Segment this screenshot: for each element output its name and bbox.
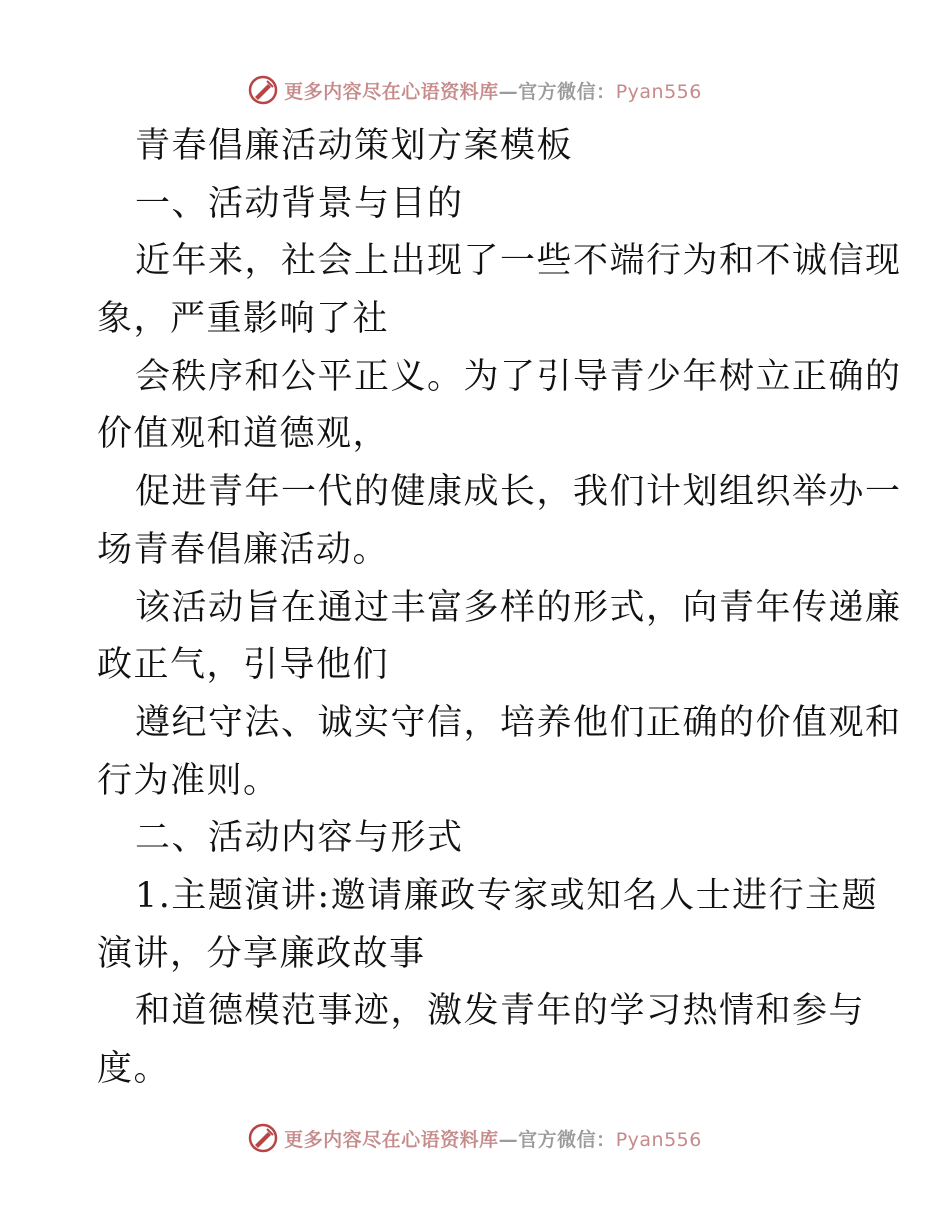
banner-wechat-label: 官方微信： (518, 80, 616, 103)
text-line: 近年来，社会上出现了一些不端行为和不诚信现 (135, 241, 902, 282)
text-line: 度。 (97, 1049, 171, 1089)
text-line: 一、活动背景与目的 (135, 183, 464, 224)
banner-dash: — (498, 80, 519, 103)
text-line: 1.主题演讲:邀请廉政专家或知名人士进行主题 (135, 875, 879, 916)
banner-dash: — (498, 1128, 519, 1151)
banner-wechat-label: 官方微信： (518, 1128, 616, 1151)
text-line: 促进青年一代的健康成长，我们计划组织举办一 (135, 472, 902, 513)
text-line: 演讲，分享廉政故事 (97, 933, 426, 974)
text-line: 该活动旨在通过丰富多样的形式，向青年传递廉 (135, 587, 902, 628)
text-line: 价值观和道德观， (97, 414, 390, 455)
text-line: 场青春倡廉活动。 (97, 529, 390, 570)
quill-logo-icon (248, 75, 278, 105)
document-body (97, 118, 902, 1099)
text-line: 象，严重影响了社 (97, 299, 390, 340)
banner-wechat-id: Pyan556 (615, 1128, 702, 1151)
header-banner (0, 70, 950, 110)
quill-logo-icon (248, 1123, 278, 1153)
text-line: 青春倡廉活动策划方案模板 (135, 126, 574, 166)
text-line: 和道德模范事迹，激发青年的学习热情和参与 (135, 991, 866, 1032)
banner-wechat-id: Pyan556 (615, 80, 702, 103)
text-line: 二、活动内容与形式 (135, 818, 464, 859)
banner-text (284, 1125, 702, 1152)
text-line: 会秩序和公平正义。为了引导青少年树立正确的 (135, 356, 902, 397)
banner-brand: 更多内容尽在心语资料库 (284, 1128, 499, 1151)
banner-brand: 更多内容尽在心语资料库 (284, 80, 499, 103)
text-line: 遵纪守法、诚实守信，培养他们正确的价值观和 (135, 702, 902, 743)
text-line: 政正气，引导他们 (97, 645, 390, 686)
footer-banner (0, 1118, 950, 1158)
banner-text (284, 77, 702, 104)
text-line: 行为准则。 (97, 760, 280, 801)
